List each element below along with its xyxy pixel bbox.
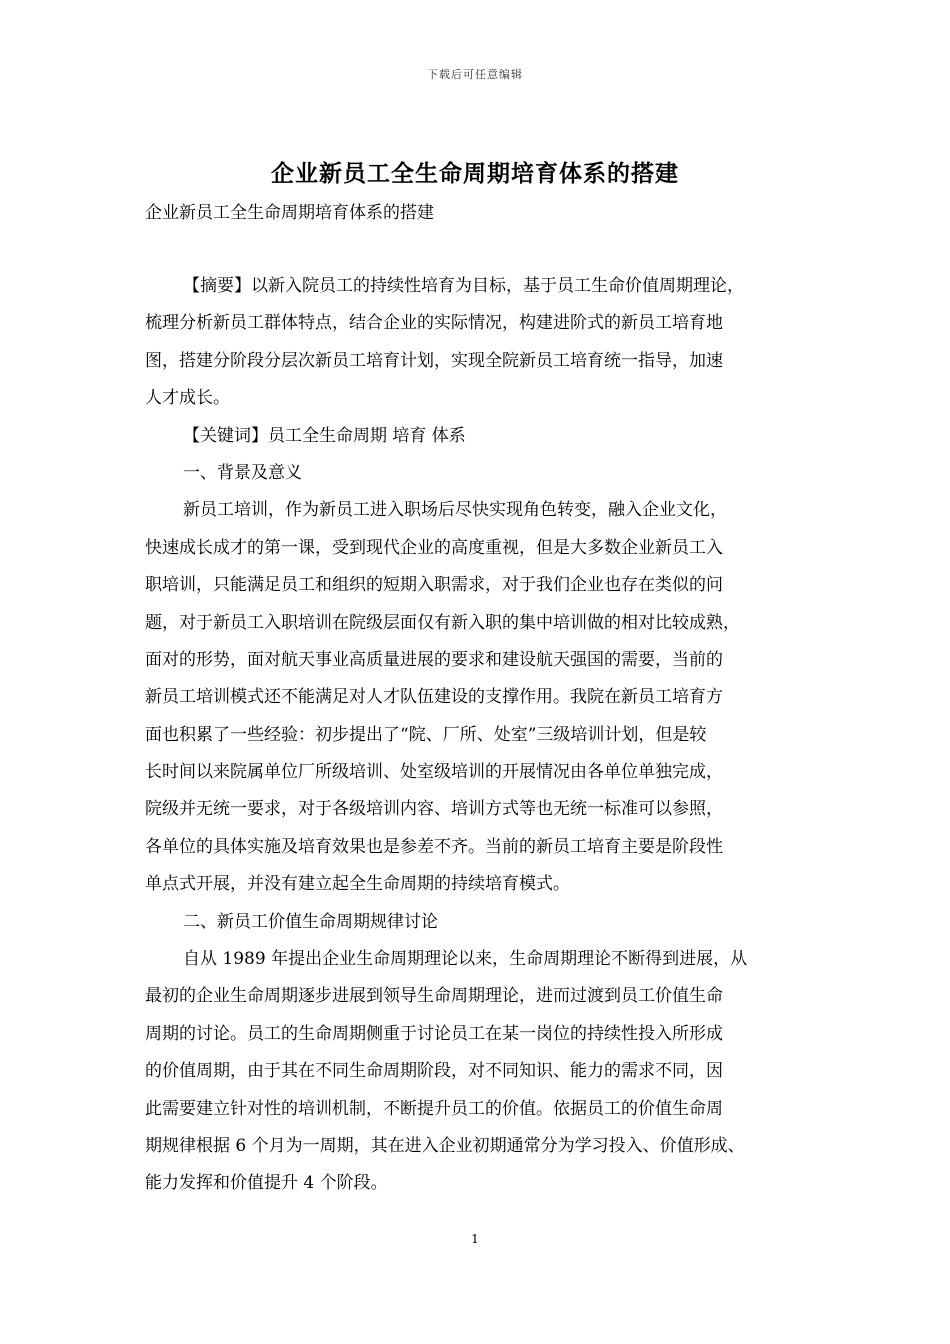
page-number: 1 [471,1232,479,1246]
paragraph-line: 此需要建立针对性的培训机制，不断提升员工的价值。依据员工的价值生命周 [145,1098,723,1119]
paragraph-line: 职培训，只能满足员工和组织的短期入职需求，对于我们企业也存在类似的问 [145,575,723,596]
paragraph-line: 周期的讨论。员工的生命周期侧重于讨论员工在某一岗位的持续性投入所形成 [145,1023,723,1044]
paragraph-line: 院级并无统一要求，对于各级培训内容、培训方式等也无统一标准可以参照， [145,799,723,820]
abstract-line: 【摘要】以新入院员工的持续性培育为目标，基于员工生命价值周期理论， [183,276,744,296]
document-title: 企业新员工全生命周期培育体系的搭建 [271,160,679,187]
paragraph-line: 单点式开展，并没有建立起全生命周期的持续培育模式。 [145,874,570,895]
document-body [145,268,820,1203]
paragraph-line: 期规律根据 6 个月为一周期，其在进入企业初期通常分为学习投入、价值形成、 [145,1135,745,1156]
section-heading: 一、背景及意义 [183,462,302,483]
paragraph-line: 的价值周期，由于其在不同生命周期阶段，对不同知识、能力的需求不同，因 [145,1061,723,1082]
document-subtitle: 企业新员工全生命周期培育体系的搭建 [145,203,434,223]
paragraph-line: 长时间以来院属单位厂所级培训、处室级培训的开展情况由各单位单独完成， [145,762,723,783]
section-heading: 二、新员工价值生命周期规律讨论 [183,911,438,932]
paragraph-line: 各单位的具体实施及培育效果也是参差不齐。当前的新员工培育主要是阶段性 [145,836,723,857]
paragraph-line: 自从 1989 年提出企业生命周期理论以来，生命周期理论不断得到进展，从 [183,949,748,970]
abstract-line: 图，搭建分阶段分层次新员工培育计划，实现全院新员工培育统一指导，加速 [145,350,723,371]
abstract-line: 人才成长。 [145,388,230,409]
paragraph-line: 能力发挥和价值提升 4 个阶段。 [145,1173,388,1194]
paragraph-line: 新员工培训，作为新员工进入职场后尽快实现角色转变，融入企业文化， [183,500,727,521]
paragraph-line: 最初的企业生命周期逐步进展到领导生命周期理论，进而过渡到员工价值生命 [145,986,723,1007]
paragraph-line: 新员工培训模式还不能满足对人才队伍建设的支撑作用。我院在新员工培育方 [145,687,723,708]
paragraph-line: 面也积累了一些经验：初步提出了“院、厂所、处室”三级培训计划，但是较 [145,724,707,745]
abstract-line: 梳理分析新员工群体特点，结合企业的实际情况，构建进阶式的新员工培育地 [145,313,723,334]
paragraph-line: 快速成长成才的第一课，受到现代企业的高度重视，但是大多数企业新员工入 [145,537,723,558]
header-note: 下载后可任意编辑 [427,68,523,81]
paragraph-line: 面对的形势，面对航天事业高质量进展的要求和建设航天强国的需要，当前的 [145,649,723,670]
keywords-line: 【关键词】员工全生命周期 培育 体系 [183,425,466,446]
paragraph-line: 题，对于新员工入职培训在院级层面仅有新入职的集中培训做的相对比较成熟， [145,612,740,633]
